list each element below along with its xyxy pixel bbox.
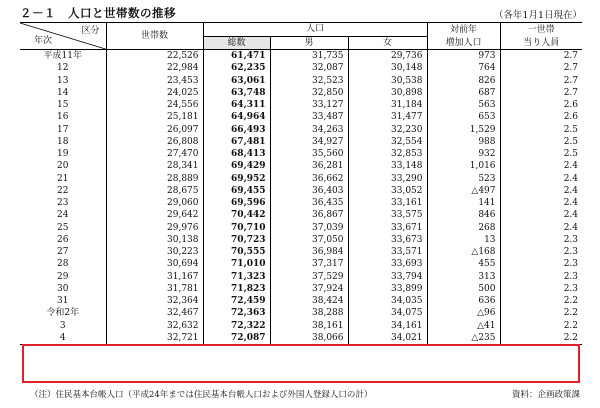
table-row: [20, 246, 582, 258]
total-population-cell: 72,363: [203, 307, 270, 319]
year-cell: 23: [57, 198, 69, 209]
total-population-cell: 69,455: [203, 185, 270, 197]
male-cell: 31,735: [270, 50, 348, 63]
table-row: [20, 295, 582, 307]
source-note: 資料：企画政策課: [511, 390, 580, 400]
increase-cell: △41: [427, 320, 500, 332]
increase-cell: 268: [427, 222, 500, 234]
households-cell: 30,223: [106, 246, 203, 258]
increase-cell: 500: [427, 283, 500, 295]
year-cell: 平成11年: [43, 51, 82, 62]
households-cell: 29,060: [106, 197, 203, 209]
male-cell: 36,867: [270, 209, 348, 221]
male-cell: 32,087: [270, 62, 348, 74]
households-cell: 28,341: [106, 160, 203, 172]
table-body: [20, 50, 582, 345]
persons-per-household-cell: 2.4: [500, 160, 582, 172]
increase-cell: 563: [427, 99, 500, 111]
female-cell: 33,571: [348, 246, 427, 258]
total-population-cell: 71,010: [203, 258, 270, 270]
male-cell: 38,066: [270, 332, 348, 345]
households-cell: 29,642: [106, 209, 203, 221]
year-cell: 20: [57, 161, 69, 172]
male-cell: 32,850: [270, 87, 348, 99]
table-row: [20, 124, 582, 136]
table-row: [20, 307, 582, 319]
header-kubun-cell: [20, 23, 106, 50]
male-cell: 33,127: [270, 99, 348, 111]
households-cell: 32,467: [106, 307, 203, 319]
female-cell: 31,184: [348, 99, 427, 111]
persons-per-household-cell: 2.2: [500, 295, 582, 307]
header-isetai-1: 一世帯: [500, 23, 582, 37]
households-cell: 32,364: [106, 295, 203, 307]
female-cell: 33,161: [348, 197, 427, 209]
persons-per-household-cell: 2.3: [500, 283, 582, 295]
total-population-cell: 69,429: [203, 160, 270, 172]
male-cell: 36,281: [270, 160, 348, 172]
persons-per-household-cell: 2.7: [500, 75, 582, 87]
total-population-cell: 72,459: [203, 295, 270, 307]
total-population-cell: 71,823: [203, 283, 270, 295]
table-row: [20, 87, 582, 99]
total-population-cell: 70,723: [203, 234, 270, 246]
year-cell: 12: [57, 63, 69, 74]
households-cell: 32,721: [106, 332, 203, 345]
year-cell: 21: [57, 173, 69, 184]
male-cell: 32,523: [270, 75, 348, 87]
table-row: [20, 222, 582, 234]
male-cell: 35,560: [270, 148, 348, 160]
increase-cell: 1,529: [427, 124, 500, 136]
year-cell: 13: [57, 75, 69, 86]
male-cell: 36,984: [270, 246, 348, 258]
male-cell: 37,317: [270, 258, 348, 270]
male-cell: 34,927: [270, 136, 348, 148]
year-cell: 17: [57, 124, 69, 135]
table-row: [20, 99, 582, 111]
households-cell: 27,470: [106, 148, 203, 160]
increase-cell: 846: [427, 209, 500, 221]
total-population-cell: 64,964: [203, 111, 270, 123]
increase-cell: 13: [427, 234, 500, 246]
persons-per-household-cell: 2.2: [500, 320, 582, 332]
persons-per-household-cell: 2.5: [500, 124, 582, 136]
table-row: [20, 160, 582, 172]
male-cell: 37,050: [270, 234, 348, 246]
table-row: [20, 234, 582, 246]
table-row: [20, 320, 582, 332]
female-cell: 33,290: [348, 173, 427, 185]
female-cell: 30,148: [348, 62, 427, 74]
header-nenji: 年次: [34, 36, 53, 46]
persons-per-household-cell: 2.6: [500, 111, 582, 123]
footnote: （注）住民基本台帳人口（平成24年までは住民基本台帳人口および外国人登録人口の計）: [30, 390, 373, 400]
year-cell: 令和2年: [46, 308, 80, 319]
households-cell: 22,984: [106, 62, 203, 74]
table-row: [20, 75, 582, 87]
female-cell: 34,035: [348, 295, 427, 307]
header-jinko: 人口: [203, 23, 427, 37]
total-population-cell: 64,311: [203, 99, 270, 111]
increase-cell: 636: [427, 295, 500, 307]
year-cell: 30: [57, 283, 69, 294]
table-row: [20, 197, 582, 209]
households-cell: 28,889: [106, 173, 203, 185]
increase-cell: 687: [427, 87, 500, 99]
households-cell: 25,181: [106, 111, 203, 123]
households-cell: 32,632: [106, 320, 203, 332]
table-title: ２－１ 人口と世帯数の推移: [20, 6, 176, 20]
persons-per-household-cell: 2.4: [500, 173, 582, 185]
table-row: [20, 50, 582, 63]
table-row: [20, 271, 582, 283]
male-cell: 36,435: [270, 197, 348, 209]
female-cell: 34,161: [348, 320, 427, 332]
year-cell: 24: [57, 210, 69, 221]
male-cell: 38,161: [270, 320, 348, 332]
increase-cell: △168: [427, 246, 500, 258]
male-cell: 38,424: [270, 295, 348, 307]
total-population-cell: 63,748: [203, 87, 270, 99]
total-population-cell: 70,710: [203, 222, 270, 234]
female-cell: 32,230: [348, 124, 427, 136]
total-population-cell: 70,555: [203, 246, 270, 258]
table-row: [20, 148, 582, 160]
male-cell: 38,288: [270, 307, 348, 319]
increase-cell: 826: [427, 75, 500, 87]
female-cell: 33,673: [348, 234, 427, 246]
persons-per-household-cell: 2.5: [500, 148, 582, 160]
persons-per-household-cell: 2.6: [500, 99, 582, 111]
header-taizen-2: 増加人口: [427, 36, 500, 50]
increase-cell: 988: [427, 136, 500, 148]
total-population-cell: 69,952: [203, 173, 270, 185]
header-otoko: 男: [270, 36, 348, 50]
total-population-cell: 72,087: [203, 332, 270, 345]
female-cell: 33,794: [348, 271, 427, 283]
persons-per-household-cell: 2.4: [500, 209, 582, 221]
increase-cell: 523: [427, 173, 500, 185]
year-cell: 26: [57, 234, 69, 245]
increase-cell: △497: [427, 185, 500, 197]
male-cell: 34,263: [270, 124, 348, 136]
population-table: [20, 22, 582, 345]
persons-per-household-cell: 2.3: [500, 258, 582, 270]
header-isetai-2: 当り人員: [500, 36, 582, 50]
female-cell: 30,538: [348, 75, 427, 87]
year-cell: 31: [57, 296, 69, 307]
female-cell: 33,899: [348, 283, 427, 295]
persons-per-household-cell: 2.7: [500, 62, 582, 74]
total-population-cell: 70,442: [203, 209, 270, 221]
persons-per-household-cell: 2.2: [500, 332, 582, 345]
female-cell: 33,671: [348, 222, 427, 234]
persons-per-household-cell: 2.7: [500, 50, 582, 63]
female-cell: 32,554: [348, 136, 427, 148]
female-cell: 31,477: [348, 111, 427, 123]
female-cell: 33,693: [348, 258, 427, 270]
persons-per-household-cell: 2.3: [500, 234, 582, 246]
header-onna: 女: [348, 36, 427, 50]
increase-cell: 973: [427, 50, 500, 63]
year-cell: 22: [57, 185, 69, 196]
year-cell: 4: [20, 332, 106, 345]
households-cell: 22,526: [106, 50, 203, 63]
persons-per-household-cell: 2.4: [500, 185, 582, 197]
increase-cell: 1,016: [427, 160, 500, 172]
year-cell: 18: [57, 136, 69, 147]
header-sosu: 総数: [203, 36, 270, 50]
households-cell: 31,781: [106, 283, 203, 295]
total-population-cell: 68,413: [203, 148, 270, 160]
female-cell: 33,148: [348, 160, 427, 172]
table-row: [20, 332, 582, 345]
year-cell: 14: [57, 87, 69, 98]
table-row: [20, 209, 582, 221]
total-population-cell: 66,493: [203, 124, 270, 136]
table-row: [20, 62, 582, 74]
persons-per-household-cell: 2.5: [500, 136, 582, 148]
header-kubun: 区分: [81, 26, 100, 36]
increase-cell: 313: [427, 271, 500, 283]
increase-cell: 653: [427, 111, 500, 123]
increase-cell: 932: [427, 148, 500, 160]
table-row: [20, 185, 582, 197]
households-cell: 24,556: [106, 99, 203, 111]
total-population-cell: 69,596: [203, 197, 270, 209]
highlight-box: [22, 344, 580, 383]
total-population-cell: 72,322: [203, 320, 270, 332]
increase-cell: 455: [427, 258, 500, 270]
year-cell: 29: [57, 271, 69, 282]
female-cell: 34,075: [348, 307, 427, 319]
year-cell: 28: [57, 259, 69, 270]
female-cell: 32,853: [348, 148, 427, 160]
total-population-cell: 62,235: [203, 62, 270, 74]
persons-per-household-cell: 2.7: [500, 87, 582, 99]
households-cell: 26,808: [106, 136, 203, 148]
year-cell: 25: [57, 222, 69, 233]
increase-cell: △235: [427, 332, 500, 345]
persons-per-household-cell: 2.3: [500, 271, 582, 283]
persons-per-household-cell: 2.3: [500, 246, 582, 258]
total-population-cell: 61,471: [203, 50, 270, 63]
male-cell: 36,662: [270, 173, 348, 185]
male-cell: 37,924: [270, 283, 348, 295]
households-cell: 26,097: [106, 124, 203, 136]
households-cell: 29,976: [106, 222, 203, 234]
persons-per-household-cell: 2.2: [500, 307, 582, 319]
households-cell: 24,025: [106, 87, 203, 99]
total-population-cell: 71,323: [203, 271, 270, 283]
male-cell: 36,403: [270, 185, 348, 197]
table-row: [20, 111, 582, 123]
female-cell: 30,898: [348, 87, 427, 99]
year-cell: 19: [57, 149, 69, 160]
table-row: [20, 258, 582, 270]
table-row: [20, 136, 582, 148]
header-setaisu: 世帯数: [106, 23, 203, 50]
female-cell: 29,736: [348, 50, 427, 63]
year-cell: 3: [59, 320, 66, 331]
year-cell: 16: [57, 112, 69, 123]
total-population-cell: 67,481: [203, 136, 270, 148]
increase-cell: 141: [427, 197, 500, 209]
persons-per-household-cell: 2.4: [500, 222, 582, 234]
increase-cell: 764: [427, 62, 500, 74]
households-cell: 30,138: [106, 234, 203, 246]
households-cell: 30,694: [106, 258, 203, 270]
households-cell: 31,167: [106, 271, 203, 283]
year-cell: 15: [57, 100, 69, 111]
female-cell: 33,052: [348, 185, 427, 197]
year-cell: 27: [57, 247, 69, 258]
male-cell: 37,039: [270, 222, 348, 234]
total-population-cell: 63,061: [203, 75, 270, 87]
header-taizen-1: 対前年: [427, 23, 500, 37]
table-row: [20, 283, 582, 295]
female-cell: 34,021: [348, 332, 427, 345]
increase-cell: △96: [427, 307, 500, 319]
male-cell: 37,529: [270, 271, 348, 283]
table-row: [20, 173, 582, 185]
female-cell: 33,575: [348, 209, 427, 221]
households-cell: 23,453: [106, 75, 203, 87]
as-of-note: （各年1月1日現在）: [493, 10, 582, 21]
male-cell: 33,487: [270, 111, 348, 123]
persons-per-household-cell: 2.4: [500, 197, 582, 209]
households-cell: 28,675: [106, 185, 203, 197]
